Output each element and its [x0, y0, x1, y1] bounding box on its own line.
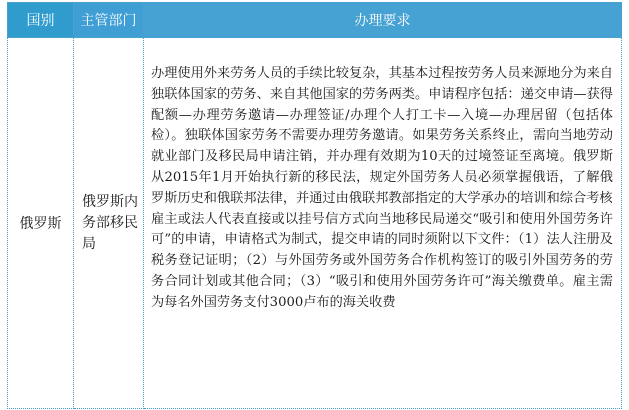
cell-requirements [144, 38, 622, 409]
header-country: 国别 [8, 3, 74, 38]
requirements-paragraph-1: 办理使用外来劳务人员的手续比较复杂，其基本过程按劳务人员来源地分为来自独联体国家的劳务、来自其他国家的劳务两类。申请程序包括：递交申请—获得配额—办理劳务邀请—办理签证/办理个人打工卡—入境—办理居留（包括体检）。独联体国家劳务不需要办理劳务邀请。如果劳务关系终止，需向当地劳动就业部门及移民局申请注销，并办理有效期为10天的过境签证至离境。俄罗斯从2015年1月开始执行新的移民法，规定外国劳务人员必须掌握俄语，了解俄罗斯历史和俄联邦法律，并通过由俄联邦教部指定的大学承办的培训和综合考核 [151, 66, 613, 206]
table-row [8, 38, 622, 409]
header-requirements: 办理要求 [144, 3, 622, 38]
header-department: 主管部门 [74, 3, 144, 38]
requirements-paragraph-2: 雇主或法人代表直接或以挂号信方式向当地移民局递交“吸引和使用外国劳务许可”的申请，申请格式为制式，提交申请的同时须附以下文件：（1）法人注册及税务登记证明；（2）与外国劳务或外国劳务合作机构签订的吸引外国劳务的劳务合同计划或其他合同；（3）“吸引和使用外国劳务许可”海关缴费单。雇主需为每名外国劳务支付3000卢布的海关收费 [151, 211, 613, 310]
regulation-table [7, 2, 622, 409]
cell-country: 俄罗斯 [8, 38, 74, 409]
regulation-table-container [7, 2, 622, 409]
cell-department: 俄罗斯内务部移民局 [74, 38, 144, 409]
header-row [8, 3, 622, 38]
